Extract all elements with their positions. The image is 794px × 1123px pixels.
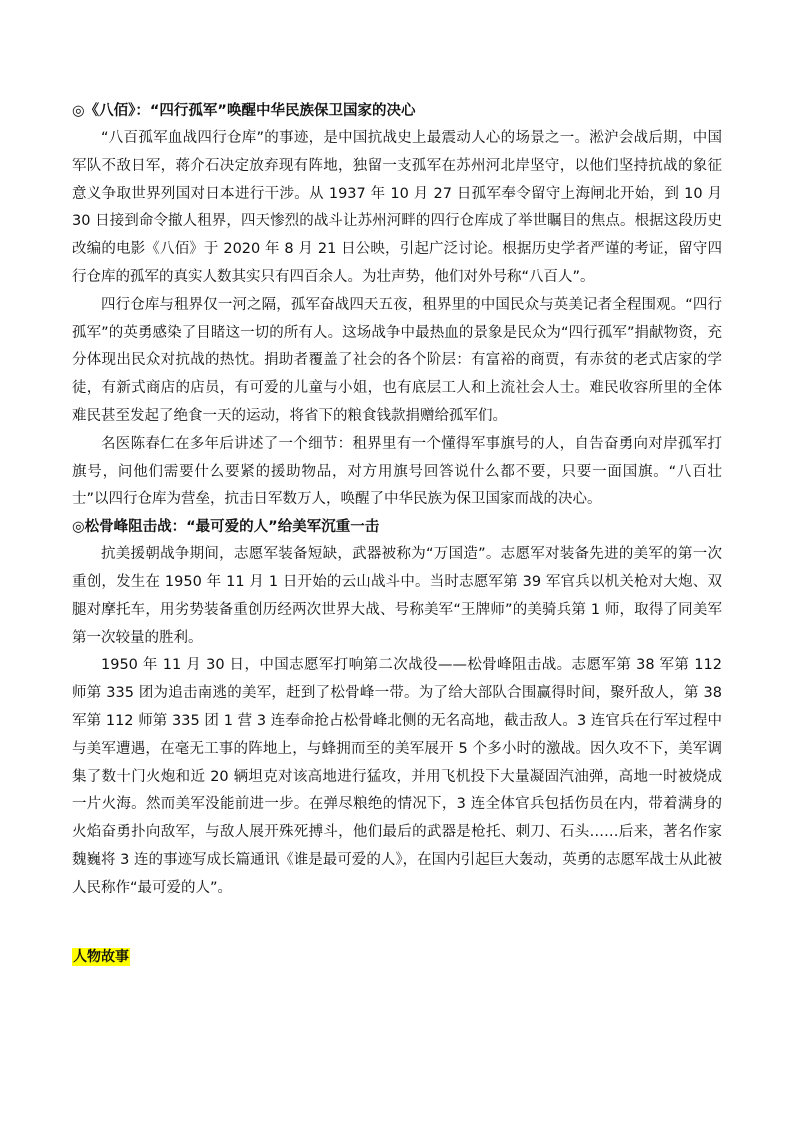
section-heading-songgufeng: ◎松骨峰阻击战：“最可爱的人”给美军沉重一击 — [72, 519, 380, 536]
paragraph: 抗美援朝战争期间，志愿军装备短缺，武器被称为“万国造”。志愿军对装备先进的美军的第一次重创，发生在 1950 年 11 月 1 日开始的云山战斗中。当时志愿军第 39 军官兵以机关枪对大炮、双腿对摩托车，用劣势装备重创历经两次世界大战、号称美军“王牌师”的美骑兵第 1 师，取得了同美军第一次较量的胜利。 — [72, 546, 722, 646]
paragraph: 四行仓库与租界仅一河之隔，孤军奋战四天五夜，租界里的中国民众与英美记者全程围观。“四行孤军”的英勇感染了目睹这一切的所有人。这场战争中最热血的景象是民众为“四行孤军”捐献物资，充分体现出民众对抗战的热忱。捐助者覆盖了社会的各个阶层：有富裕的商贾，有赤贫的老式店家的学徒，有新式商店的店员，有可爱的儿童与小姐，也有底层工人和上流社会人士。难民收容所里的全体难民甚至发起了绝食一天的运动，将省下的粮食钱款捐赠给孤军们。 — [72, 296, 722, 424]
paragraph: “八百孤军血战四行仓库”的事迹，是中国抗战史上最震动人心的场景之一。淞沪会战后期，中国军队不敌日军，蒋介石决定放弃现有阵地，独留一支孤军在苏州河北岸坚守，以他们坚持抗战的象征意义争取世界列国对日本进行干涉。从 1937 年 10 月 27 日孤军奉令留守上海闸北开始，到 10 月 30 日接到命令撤人租界，四天惨烈的战斗让苏州河畔的四行仓库成了举世瞩目的焦点。根据这段历史改编的电影《八佰》于 2020 年 8 月 21 日公映，引起广泛讨论。根据历史学者严谨的考证，留守四行仓库的孤军的真实人数其实只有四百余人。为壮声势，他们对外号称“八百人”。 — [72, 130, 722, 285]
spacer — [72, 903, 722, 946]
document-body — [72, 98, 722, 966]
paragraph: 1950 年 11 月 30 日，中国志愿军打响第二次战役——松骨峰阻击战。志愿军第 38 军第 112 师第 335 团为追击南逃的美军，赶到了松骨峰一带。为了给大部队合围赢得时间，聚歼敌人，第 38 军第 112 师第 335 团 1 营 3 连奉命抢占松骨峰北侧的无名高地，截击敌人。3 连官兵在行军过程中与美军遭遇，在毫无工事的阵地上，与蜂拥而至的美军展开 5 个多小时的激战。因久攻不下，美军调集了数十门火炮和近 20 辆坦克对该高地进行猛攻，并用飞机投下大量凝固汽油弹，高地一时被烧成一片火海。然而美军没能前进一步。在弹尽粮绝的情况下，3 连全体官兵包括伤员在内，带着满身的火焰奋勇扑向敌军，与敌人展开殊死搏斗，他们最后的武器是枪托、刺刀、石头……后来，著名作家魏巍将 3 连的事迹写成长篇通讯《谁是最可爱的人》，在国内引起巨大轰动，英勇的志愿军战士从此被人民称作“最可爱的人”。 — [72, 657, 722, 896]
highlighted-section-label: 人物故事 — [73, 948, 129, 965]
paragraph: 名医陈春仁在多年后讲述了一个细节：租界里有一个懂得军事旗号的人，自告奋勇向对岸孤军打旗号，问他们需要什么要紧的援助物品，对方用旗号回答说什么都不要，只要一面国旗。“八百壮士”以四行仓库为营垒，抗击日军数万人，唤醒了中华民族为保卫国家而战的决心。 — [72, 435, 722, 508]
section-heading-babai: ◎《八佰》：“四行孤军”唤醒中华民族保卫国家的决心 — [72, 103, 416, 119]
